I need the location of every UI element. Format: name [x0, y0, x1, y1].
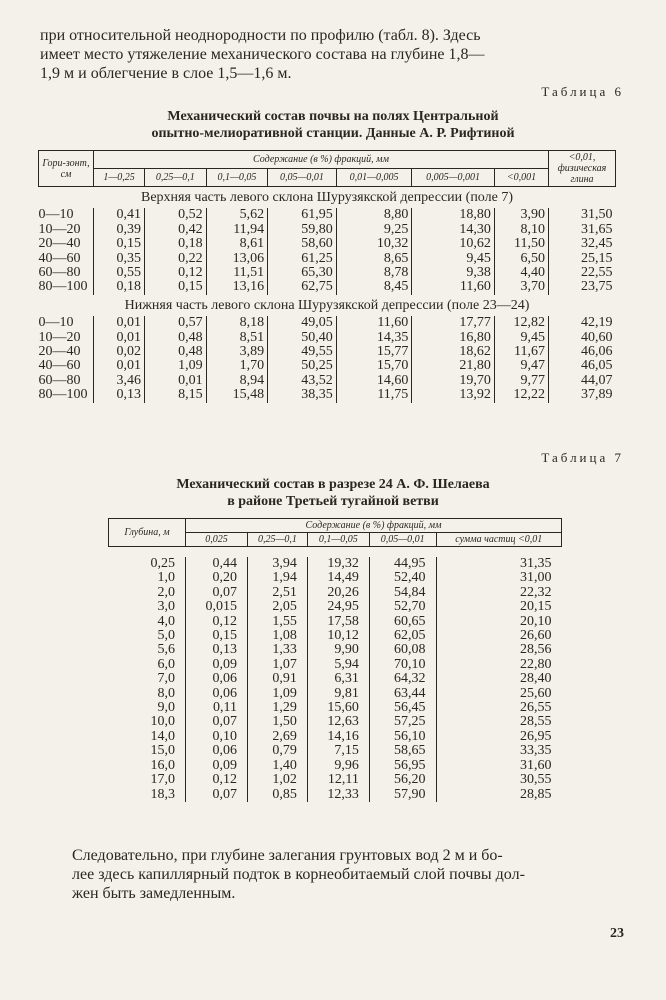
table-cell: 60—80 — [38, 265, 81, 281]
table-cell: 3,90 — [494, 208, 548, 222]
table-row — [109, 600, 562, 614]
table-cell: 0,44 — [186, 557, 248, 571]
table-row — [39, 280, 616, 294]
table-cell: 14,0 — [150, 728, 175, 744]
table-row — [39, 388, 616, 402]
table-cell: 31,60 — [436, 759, 561, 773]
table-cell: 56,20 — [369, 773, 436, 787]
table-cell: 31,35 — [436, 557, 561, 571]
table-cell: 40,60 — [549, 331, 616, 345]
table-cell: 28,55 — [436, 715, 561, 729]
table-cell: 0,01 — [94, 316, 145, 330]
table-cell: 0,12 — [186, 615, 248, 629]
table-cell: 61,25 — [268, 252, 337, 266]
table-row — [109, 744, 562, 758]
table-cell: 25,60 — [436, 687, 561, 701]
table-cell: 38,35 — [268, 388, 337, 402]
table-cell: 9,81 — [307, 687, 369, 701]
table-cell: 37,89 — [549, 388, 616, 402]
table-cell: 11,60 — [412, 280, 495, 294]
table-cell: 1,02 — [248, 773, 308, 787]
table-cell: 9,45 — [494, 331, 548, 345]
table-cell: 8,65 — [336, 252, 412, 266]
table-cell: 1,50 — [248, 715, 308, 729]
table-cell: 5,94 — [307, 658, 369, 672]
table7-fraction-header: 0,05—0,01 — [369, 533, 436, 547]
table7-body — [109, 547, 562, 802]
table-cell: 0,20 — [186, 571, 248, 585]
table-cell: 0,85 — [248, 788, 308, 802]
table-cell: 62,75 — [268, 280, 337, 294]
table-cell: 17,0 — [150, 772, 175, 788]
table-cell: 23,75 — [549, 280, 616, 294]
table-cell: 9,0 — [157, 700, 175, 716]
table7 — [108, 518, 562, 802]
table-cell: 10—20 — [38, 221, 81, 237]
table-row — [109, 788, 562, 802]
table-cell: 9,96 — [307, 759, 369, 773]
intro-paragraph — [40, 26, 626, 83]
table-cell: 3,0 — [157, 599, 175, 615]
table-row — [109, 557, 562, 571]
table-cell: 24,95 — [307, 600, 369, 614]
table-cell: 11,75 — [336, 388, 412, 402]
table-cell: 0,01 — [145, 374, 207, 388]
table-row — [109, 571, 562, 585]
table-cell: 1,94 — [248, 571, 308, 585]
table-cell: 1,09 — [145, 359, 207, 373]
table-cell: 2,69 — [248, 730, 308, 744]
table-row — [109, 615, 562, 629]
table-cell: 2,0 — [157, 584, 175, 600]
table-cell: 31,65 — [549, 223, 616, 237]
table-cell: 40—60 — [38, 358, 81, 374]
table-cell: 0,01 — [94, 331, 145, 345]
table-cell: 8,45 — [336, 280, 412, 294]
table-cell: 0,18 — [145, 237, 207, 251]
table6-title — [40, 108, 626, 142]
table-cell: 25,15 — [549, 252, 616, 266]
table6-section-title: Верхняя часть левого склона Шурузякской депрессии (поле 7) — [140, 190, 513, 205]
table-cell: 52,40 — [369, 571, 436, 585]
table-cell: 56,95 — [369, 759, 436, 773]
table-cell: 0,25 — [150, 556, 175, 571]
table-cell: 8,18 — [206, 316, 268, 330]
table-cell: 3,89 — [206, 345, 268, 359]
table-cell: 15,70 — [336, 359, 412, 373]
table-cell: 17,58 — [307, 615, 369, 629]
table-cell: 10,12 — [307, 629, 369, 643]
table-cell: 63,44 — [369, 687, 436, 701]
table-cell: 0,48 — [145, 331, 207, 345]
table-cell: 1,70 — [206, 359, 268, 373]
table-cell: 20,10 — [436, 615, 561, 629]
table-cell: 15,77 — [336, 345, 412, 359]
table-cell: 0,12 — [186, 773, 248, 787]
table-cell: 9,45 — [412, 252, 495, 266]
table-cell: 10,0 — [150, 714, 175, 730]
table7-title — [40, 476, 626, 510]
table-cell: 13,92 — [412, 388, 495, 402]
table-cell: 12,11 — [307, 773, 369, 787]
page-number: 23 — [610, 926, 624, 941]
table-row — [39, 208, 616, 222]
intro-line: при относительной неоднородности по профилю (табл. 8). Здесь — [40, 27, 481, 44]
table-cell: 20—40 — [38, 344, 81, 360]
table-row — [109, 586, 562, 600]
table-cell: 19,32 — [307, 557, 369, 571]
table-cell: 0,35 — [94, 252, 145, 266]
table-cell: 58,60 — [268, 237, 337, 251]
table-cell: 0,42 — [145, 223, 207, 237]
table6-horizon-header: Гори-зонт, см — [39, 151, 94, 187]
table6-fraction-header: 0,05—0,01 — [268, 169, 337, 187]
table-cell: 80—100 — [38, 279, 88, 295]
table-cell: 8,78 — [336, 266, 412, 280]
table-cell: 0,07 — [186, 715, 248, 729]
table7-group-header: Содержание (в %) фракций, мм — [186, 519, 562, 533]
table-cell: 49,55 — [268, 345, 337, 359]
table-cell: 12,82 — [494, 316, 548, 330]
table7-title-line: Механический состав в разрезе 24 А. Ф. Шелаева — [176, 477, 490, 492]
conclusion-line: лее здесь капиллярный подток в корнеобитаемый слой почвы дол- — [72, 866, 525, 883]
table-cell: 31,00 — [436, 571, 561, 585]
table-cell: 33,35 — [436, 744, 561, 758]
table-cell: 6,0 — [157, 656, 175, 672]
table-cell: 9,47 — [494, 359, 548, 373]
table-row — [109, 701, 562, 715]
table-row — [39, 359, 616, 373]
table-cell: 0,15 — [94, 237, 145, 251]
table-cell: 8,51 — [206, 331, 268, 345]
table-cell: 9,90 — [307, 643, 369, 657]
table-cell: 20—40 — [38, 236, 81, 252]
table-cell: 0,06 — [186, 672, 248, 686]
table-cell: 8,0 — [157, 685, 175, 701]
table-cell: 0,06 — [186, 687, 248, 701]
table-row — [39, 331, 616, 345]
table6-group-header: Содержание (в %) фракций, мм — [94, 151, 549, 169]
table6-fraction-header: 0,01—0,005 — [336, 169, 412, 187]
table-cell: 46,05 — [549, 359, 616, 373]
table-cell: 0,91 — [248, 672, 308, 686]
table-cell: 8,94 — [206, 374, 268, 388]
table-row — [39, 237, 616, 251]
table-cell: 12,63 — [307, 715, 369, 729]
table-cell: 57,90 — [369, 788, 436, 802]
table-cell: 52,70 — [369, 600, 436, 614]
table-cell: 0,02 — [94, 345, 145, 359]
table-cell: 0,55 — [94, 266, 145, 280]
table-cell: 0,13 — [186, 643, 248, 657]
table6-fraction-header: 0,005—0,001 — [412, 169, 495, 187]
table-cell: 14,35 — [336, 331, 412, 345]
table-row — [109, 715, 562, 729]
table6-section-row — [39, 295, 616, 316]
table-cell: 22,55 — [549, 266, 616, 280]
table-row — [109, 773, 562, 787]
table-cell: 11,51 — [206, 266, 268, 280]
table-cell: 12,22 — [494, 388, 548, 402]
table-cell: 32,45 — [549, 237, 616, 251]
table-cell: 3,70 — [494, 280, 548, 294]
table-cell: 1,29 — [248, 701, 308, 715]
table-cell: 1,08 — [248, 629, 308, 643]
table-cell: 4,0 — [157, 613, 175, 629]
table-cell: 6,31 — [307, 672, 369, 686]
table-cell: 5,62 — [206, 208, 268, 222]
table6-label: Таблица 6 — [541, 84, 624, 99]
table6-title-line: опытно-мелиоративной станции. Данные А. Р. Рифтиной — [151, 126, 515, 141]
table-cell: 0,41 — [94, 208, 145, 222]
table-cell: 18,3 — [150, 786, 175, 802]
table-cell: 11,50 — [494, 237, 548, 251]
table-cell: 0,52 — [145, 208, 207, 222]
table-cell: 26,60 — [436, 629, 561, 643]
table-cell: 28,40 — [436, 672, 561, 686]
table-cell: 17,77 — [412, 316, 495, 330]
table-cell: 14,16 — [307, 730, 369, 744]
intro-line: имеет место утяжеление механического состава на глубине 1,8— — [40, 46, 485, 63]
table-cell: 8,10 — [494, 223, 548, 237]
table6 — [38, 150, 616, 403]
table-cell: 1,0 — [157, 570, 175, 586]
table-cell: 3,46 — [94, 374, 145, 388]
table-cell: 40—60 — [38, 250, 81, 266]
table-cell: 30,55 — [436, 773, 561, 787]
table-cell: 44,07 — [549, 374, 616, 388]
table-row — [39, 316, 616, 330]
table-cell: 7,15 — [307, 744, 369, 758]
table-cell: 44,95 — [369, 557, 436, 571]
table-cell: 0—10 — [38, 315, 74, 331]
table6-fraction-header: 1—0,25 — [94, 169, 145, 187]
table-cell: 0,12 — [145, 266, 207, 280]
table-cell: 42,19 — [549, 316, 616, 330]
table-cell: 56,45 — [369, 701, 436, 715]
table-cell: 0,11 — [186, 701, 248, 715]
table-row — [109, 658, 562, 672]
table-cell: 8,15 — [145, 388, 207, 402]
table-cell: 0,48 — [145, 345, 207, 359]
table-cell: 9,38 — [412, 266, 495, 280]
table-cell: 0,15 — [186, 629, 248, 643]
table-cell: 15,48 — [206, 388, 268, 402]
table-row — [39, 345, 616, 359]
table-cell: 0,10 — [186, 730, 248, 744]
table-cell: 0—10 — [38, 207, 74, 223]
table-cell: 14,49 — [307, 571, 369, 585]
table7-fraction-header: сумма частиц <0,01 — [436, 533, 561, 547]
table-row — [109, 643, 562, 657]
table-cell: 18,62 — [412, 345, 495, 359]
table6-fraction-header: 0,25—0,1 — [145, 169, 207, 187]
table-cell: 62,05 — [369, 629, 436, 643]
table-cell: 3,94 — [248, 557, 308, 571]
table6-section-row — [39, 187, 616, 209]
table-cell: 10,32 — [336, 237, 412, 251]
table6-fraction-header: <0,001 — [494, 169, 548, 187]
table-cell: 13,06 — [206, 252, 268, 266]
table-row — [39, 374, 616, 388]
table-cell: 0,22 — [145, 252, 207, 266]
table-row — [39, 223, 616, 237]
table-cell: 28,56 — [436, 643, 561, 657]
conclusion-line: Следовательно, при глубине залегания грунтовых вод 2 м и бо- — [72, 847, 503, 864]
table-row — [109, 629, 562, 643]
table-cell: 22,80 — [436, 658, 561, 672]
table-cell: 59,80 — [268, 223, 337, 237]
table-cell: 2,05 — [248, 600, 308, 614]
table-row — [109, 730, 562, 744]
table-cell: 31,50 — [549, 208, 616, 222]
table-cell: 20,15 — [436, 600, 561, 614]
table-cell: 11,60 — [336, 316, 412, 330]
table-cell: 8,80 — [336, 208, 412, 222]
table-cell: 49,05 — [268, 316, 337, 330]
table-cell: 60,08 — [369, 643, 436, 657]
table-cell: 70,10 — [369, 658, 436, 672]
table-cell: 1,33 — [248, 643, 308, 657]
table-cell: 5,0 — [157, 628, 175, 644]
table7-fraction-header: 0,025 — [186, 533, 248, 547]
table-cell: 26,55 — [436, 701, 561, 715]
table-cell: 46,06 — [549, 345, 616, 359]
table-cell: 60,65 — [369, 615, 436, 629]
table-cell: 80—100 — [38, 387, 88, 403]
table-cell: 5,6 — [157, 642, 175, 658]
table-cell: 0,07 — [186, 788, 248, 802]
table-cell: 60—80 — [38, 372, 81, 388]
table-cell: 21,80 — [412, 359, 495, 373]
conclusion-line: жен быть замедленным. — [72, 885, 236, 902]
table-cell: 15,60 — [307, 701, 369, 715]
table7-depth-header: Глубина, м — [109, 519, 186, 547]
table-cell: 4,40 — [494, 266, 548, 280]
table-cell: 14,60 — [336, 374, 412, 388]
table-cell: 7,0 — [157, 671, 175, 687]
table-cell: 61,95 — [268, 208, 337, 222]
intro-line: 1,9 м и облегчение в слое 1,5—1,6 м. — [40, 65, 292, 82]
table6-fraction-header-row — [39, 169, 616, 187]
table-cell: 64,32 — [369, 672, 436, 686]
table-cell: 12,33 — [307, 788, 369, 802]
table-cell: 1,55 — [248, 615, 308, 629]
table-cell: 9,25 — [336, 223, 412, 237]
table-cell: 0,39 — [94, 223, 145, 237]
table-cell: 54,84 — [369, 586, 436, 600]
table-row — [109, 672, 562, 686]
table-cell: 11,67 — [494, 345, 548, 359]
table-cell: 2,51 — [248, 586, 308, 600]
table-cell: 0,09 — [186, 759, 248, 773]
table-cell: 28,85 — [436, 788, 561, 802]
table-cell: 58,65 — [369, 744, 436, 758]
table-cell: 20,26 — [307, 586, 369, 600]
table-cell: 11,94 — [206, 223, 268, 237]
table-cell: 50,25 — [268, 359, 337, 373]
table-row — [39, 252, 616, 266]
table-cell: 0,18 — [94, 280, 145, 294]
table6-body — [39, 187, 616, 403]
table-cell: 0,79 — [248, 744, 308, 758]
table-cell: 0,015 — [186, 600, 248, 614]
table-cell: 56,10 — [369, 730, 436, 744]
table-cell: 0,15 — [145, 280, 207, 294]
table-cell: 0,06 — [186, 744, 248, 758]
table-cell: 65,30 — [268, 266, 337, 280]
table-row — [109, 687, 562, 701]
table-cell: 1,07 — [248, 658, 308, 672]
table-cell: 16,0 — [150, 757, 175, 773]
table-row — [39, 266, 616, 280]
table-cell: 18,80 — [412, 208, 495, 222]
table6-title-line: Механический состав почвы на полях Центральной — [167, 109, 499, 124]
table7-title-line: в районе Третьей тугайной ветви — [227, 494, 439, 509]
table-cell: 6,50 — [494, 252, 548, 266]
table7-fraction-header: 0,1—0,05 — [307, 533, 369, 547]
table7-fraction-header: 0,25—0,1 — [248, 533, 308, 547]
table-cell: 0,07 — [186, 586, 248, 600]
table-cell: 50,40 — [268, 331, 337, 345]
table-cell: 0,09 — [186, 658, 248, 672]
table-cell: 0,13 — [94, 388, 145, 402]
table-cell: 8,61 — [206, 237, 268, 251]
table-row — [109, 759, 562, 773]
table6-section-title: Нижняя часть левого склона Шурузякской депрессии (поле 23—24) — [124, 297, 530, 313]
table6-clay-header: <0,01, физическая глина — [549, 151, 616, 187]
table-cell: 19,70 — [412, 374, 495, 388]
table-cell: 9,77 — [494, 374, 548, 388]
conclusion-paragraph — [40, 846, 626, 903]
table-cell: 13,16 — [206, 280, 268, 294]
table-cell: 10,62 — [412, 237, 495, 251]
table-cell: 0,57 — [145, 316, 207, 330]
table-cell: 43,52 — [268, 374, 337, 388]
table-cell: 57,25 — [369, 715, 436, 729]
table-cell: 15,0 — [150, 743, 175, 759]
table-cell: 14,30 — [412, 223, 495, 237]
table-cell: 10—20 — [38, 329, 81, 345]
table-cell: 26,95 — [436, 730, 561, 744]
table-cell: 1,09 — [248, 687, 308, 701]
table-cell: 22,32 — [436, 586, 561, 600]
table6-fraction-header: 0,1—0,05 — [206, 169, 268, 187]
table7-label: Таблица 7 — [541, 450, 624, 465]
table-cell: 0,01 — [94, 359, 145, 373]
table-cell: 16,80 — [412, 331, 495, 345]
table-cell: 1,40 — [248, 759, 308, 773]
